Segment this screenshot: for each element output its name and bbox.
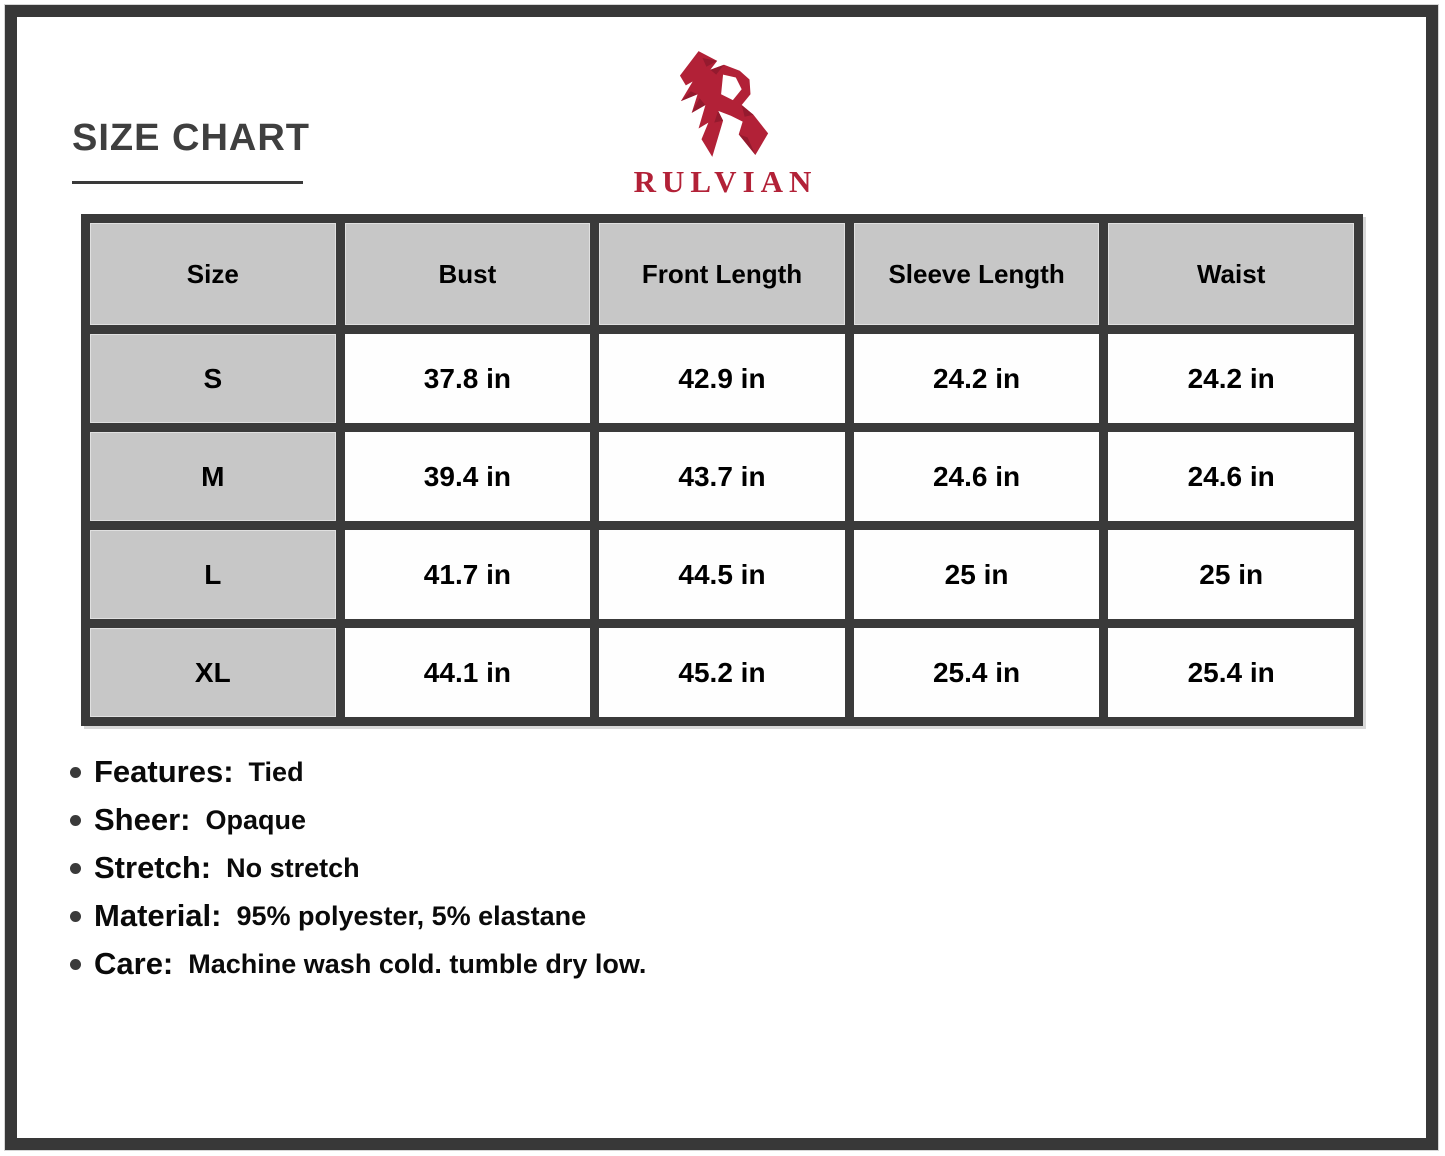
size-chart-header — [90, 223, 1354, 325]
detail-value: No stretch — [226, 852, 360, 883]
detail-value: 95% polyester, 5% elastane — [236, 900, 587, 931]
value-cell: 24.6 in — [1108, 432, 1354, 521]
column-header-front-length: Front Length — [599, 223, 845, 325]
page-title: SIZE CHART — [72, 117, 310, 159]
bullet-icon — [70, 959, 81, 970]
size-cell: M — [90, 432, 336, 521]
detail-item-material — [70, 892, 646, 940]
detail-value: Opaque — [205, 804, 306, 835]
column-header-bust: Bust — [345, 223, 591, 325]
size-cell: S — [90, 334, 336, 423]
detail-item-care — [70, 940, 646, 988]
value-cell: 25.4 in — [1108, 628, 1354, 717]
value-cell: 45.2 in — [599, 628, 845, 717]
detail-label: Material: — [94, 898, 222, 933]
value-cell: 42.9 in — [599, 334, 845, 423]
table-row-s — [90, 334, 1354, 423]
detail-label: Sheer: — [94, 802, 191, 837]
value-cell: 24.2 in — [1108, 334, 1354, 423]
detail-item-features — [70, 748, 646, 796]
value-cell: 41.7 in — [345, 530, 591, 619]
value-cell: 44.5 in — [599, 530, 845, 619]
detail-item-sheer — [70, 796, 646, 844]
value-cell: 37.8 in — [345, 334, 591, 423]
column-header-sleeve-length: Sleeve Length — [854, 223, 1100, 325]
value-cell: 25.4 in — [854, 628, 1100, 717]
bullet-icon — [70, 911, 81, 922]
header-row — [90, 223, 1354, 325]
title-underline — [72, 181, 303, 184]
value-cell: 25 in — [854, 530, 1100, 619]
size-cell: XL — [90, 628, 336, 717]
column-header-size: Size — [90, 223, 336, 325]
product-details-list — [70, 748, 646, 988]
value-cell: 43.7 in — [599, 432, 845, 521]
value-cell: 24.6 in — [854, 432, 1100, 521]
value-cell: 44.1 in — [345, 628, 591, 717]
brand-name: RULVIAN — [633, 164, 818, 199]
bullet-icon — [70, 815, 81, 826]
table-row-l — [90, 530, 1354, 619]
bullet-icon — [70, 863, 81, 874]
size-chart-table — [81, 214, 1363, 726]
table-row-xl — [90, 628, 1354, 717]
detail-label: Stretch: — [94, 850, 212, 885]
value-cell: 25 in — [1108, 530, 1354, 619]
table-row-m — [90, 432, 1354, 521]
detail-value: Machine wash cold. tumble dry low. — [188, 948, 647, 979]
rulvian-logo-icon — [674, 48, 772, 161]
detail-label: Features: — [94, 754, 234, 789]
bullet-icon — [70, 767, 81, 778]
value-cell: 39.4 in — [345, 432, 591, 521]
brand-logo — [628, 48, 818, 200]
title-block — [72, 118, 310, 184]
detail-label: Care: — [94, 946, 174, 981]
value-cell: 24.2 in — [854, 334, 1100, 423]
size-cell: L — [90, 530, 336, 619]
column-header-waist: Waist — [1108, 223, 1354, 325]
detail-item-stretch — [70, 844, 646, 892]
detail-value: Tied — [248, 756, 304, 787]
